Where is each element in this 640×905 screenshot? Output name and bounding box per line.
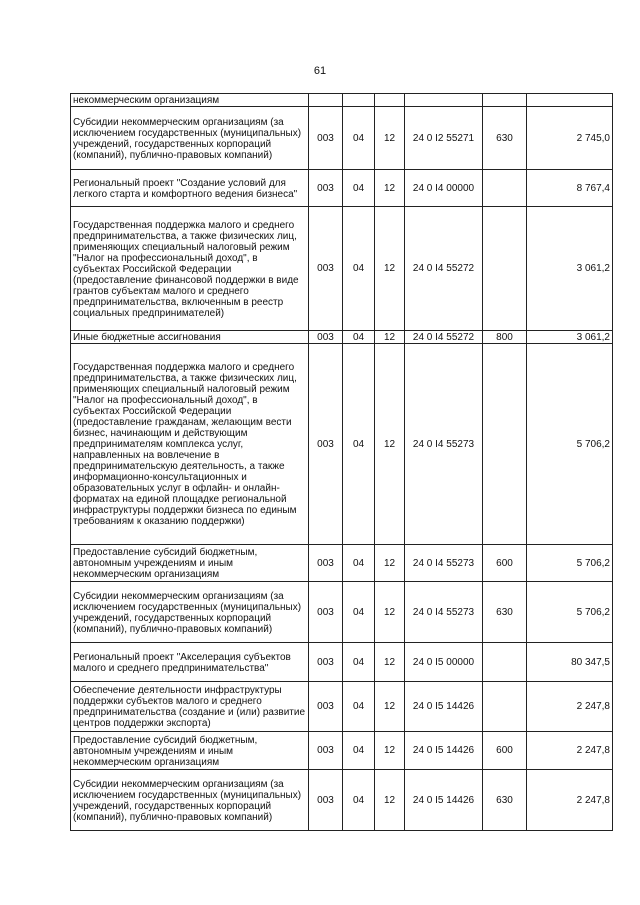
row-name: Региональный проект "Акселерация субъектов малого и среднего предпринимательства" <box>71 643 309 682</box>
section-code: 04 <box>343 545 375 582</box>
table-row <box>71 331 613 344</box>
amount: 2 247,8 <box>527 770 613 831</box>
row-name: Обеспечение деятельности инфраструктуры поддержки субъектов малого и среднего предпринимательства (создание и (или) развитие центров поддержки экспорта) <box>71 682 309 732</box>
table-row <box>71 582 613 643</box>
row-name: некоммерческим организациям <box>71 94 309 107</box>
target-article-code: 24 0 I5 00000 <box>405 643 483 682</box>
table-row <box>71 732 613 770</box>
budget-table-body <box>71 94 613 831</box>
amount: 5 706,2 <box>527 344 613 545</box>
admin-code: 003 <box>309 107 343 170</box>
expense-type-code: 630 <box>483 770 527 831</box>
section-code: 04 <box>343 331 375 344</box>
amount: 5 706,2 <box>527 582 613 643</box>
target-article-code: 24 0 I4 55272 <box>405 331 483 344</box>
expense-type-code: 800 <box>483 331 527 344</box>
amount: 8 767,4 <box>527 170 613 207</box>
admin-code: 003 <box>309 331 343 344</box>
amount: 2 247,8 <box>527 682 613 732</box>
subsection-code: 12 <box>375 331 405 344</box>
section-code: 04 <box>343 582 375 643</box>
admin-code <box>309 94 343 107</box>
subsection-code: 12 <box>375 344 405 545</box>
row-name: Субсидии некоммерческим организациям (за исключением государственных (муниципальных) учреждений, государственных корпораций (компаний), публично-правовых компаний) <box>71 770 309 831</box>
row-name: Предоставление субсидий бюджетным, автономным учреждениям и иным некоммерческим организациям <box>71 732 309 770</box>
table-row <box>71 207 613 331</box>
amount <box>527 94 613 107</box>
amount: 3 061,2 <box>527 207 613 331</box>
admin-code: 003 <box>309 545 343 582</box>
section-code <box>343 94 375 107</box>
admin-code: 003 <box>309 682 343 732</box>
target-article-code: 24 0 I4 55273 <box>405 582 483 643</box>
row-name: Иные бюджетные ассигнования <box>71 331 309 344</box>
row-name: Государственная поддержка малого и среднего предпринимательства, а также физических лиц, применяющих специальный налоговый режим "Налог на профессиональный доход", в субъектах Российской Федерации (предоставление гражданам, желающим вести бизнес, начинающим и действующим предпринимателям комплекса услуг, направленных на вовлечение в предпринимательскую деятельность, а также информационно-консультационных и образовательных услуг в офлайн- и онлайн-форматах на единой площадке региональной инфраструктуры поддержки бизнеса по единым требованиям к оказанию поддержки) <box>71 344 309 545</box>
expense-type-code <box>483 207 527 331</box>
section-code: 04 <box>343 770 375 831</box>
subsection-code: 12 <box>375 582 405 643</box>
section-code: 04 <box>343 170 375 207</box>
table-row <box>71 344 613 545</box>
section-code: 04 <box>343 643 375 682</box>
expense-type-code: 600 <box>483 545 527 582</box>
subsection-code: 12 <box>375 207 405 331</box>
target-article-code: 24 0 I2 55271 <box>405 107 483 170</box>
row-name: Государственная поддержка малого и среднего предпринимательства, а также физических лиц, применяющих специальный налоговый режим "Налог на профессиональный доход", в субъектах Российской Федерации (предоставление финансовой поддержки в виде грантов субъектам малого и среднего предпринимательства, включенным в реестр социальных предпринимателей) <box>71 207 309 331</box>
expense-type-code <box>483 94 527 107</box>
page-number: 61 <box>313 65 327 77</box>
admin-code: 003 <box>309 582 343 643</box>
budget-table <box>70 93 613 831</box>
subsection-code: 12 <box>375 682 405 732</box>
amount: 2 745,0 <box>527 107 613 170</box>
table-row <box>71 682 613 732</box>
expense-type-code <box>483 170 527 207</box>
table-row <box>71 94 613 107</box>
section-code: 04 <box>343 344 375 545</box>
expense-type-code <box>483 682 527 732</box>
amount: 3 061,2 <box>527 331 613 344</box>
expense-type-code: 600 <box>483 732 527 770</box>
subsection-code: 12 <box>375 643 405 682</box>
subsection-code: 12 <box>375 732 405 770</box>
target-article-code: 24 0 I5 14426 <box>405 682 483 732</box>
admin-code: 003 <box>309 643 343 682</box>
expense-type-code: 630 <box>483 107 527 170</box>
subsection-code: 12 <box>375 545 405 582</box>
table-row <box>71 107 613 170</box>
amount: 5 706,2 <box>527 545 613 582</box>
table-row <box>71 770 613 831</box>
row-name: Предоставление субсидий бюджетным, автономным учреждениям и иным некоммерческим организациям <box>71 545 309 582</box>
expense-type-code: 630 <box>483 582 527 643</box>
subsection-code <box>375 94 405 107</box>
section-code: 04 <box>343 107 375 170</box>
table-row <box>71 170 613 207</box>
expense-type-code <box>483 643 527 682</box>
expense-type-code <box>483 344 527 545</box>
target-article-code: 24 0 I5 14426 <box>405 770 483 831</box>
subsection-code: 12 <box>375 170 405 207</box>
target-article-code: 24 0 I4 55273 <box>405 344 483 545</box>
subsection-code: 12 <box>375 107 405 170</box>
target-article-code <box>405 94 483 107</box>
admin-code: 003 <box>309 732 343 770</box>
admin-code: 003 <box>309 170 343 207</box>
target-article-code: 24 0 I4 00000 <box>405 170 483 207</box>
row-name: Субсидии некоммерческим организациям (за исключением государственных (муниципальных) учреждений, государственных корпораций (компаний), публично-правовых компаний) <box>71 107 309 170</box>
row-name: Субсидии некоммерческим организациям (за исключением государственных (муниципальных) учреждений, государственных корпораций (компаний), публично-правовых компаний) <box>71 582 309 643</box>
table-row <box>71 545 613 582</box>
amount: 80 347,5 <box>527 643 613 682</box>
subsection-code: 12 <box>375 770 405 831</box>
row-name: Региональный проект "Создание условий для легкого старта и комфортного ведения бизнеса" <box>71 170 309 207</box>
table-row <box>71 643 613 682</box>
section-code: 04 <box>343 732 375 770</box>
admin-code: 003 <box>309 344 343 545</box>
amount: 2 247,8 <box>527 732 613 770</box>
section-code: 04 <box>343 207 375 331</box>
admin-code: 003 <box>309 770 343 831</box>
target-article-code: 24 0 I4 55273 <box>405 545 483 582</box>
target-article-code: 24 0 I4 55272 <box>405 207 483 331</box>
section-code: 04 <box>343 682 375 732</box>
admin-code: 003 <box>309 207 343 331</box>
target-article-code: 24 0 I5 14426 <box>405 732 483 770</box>
